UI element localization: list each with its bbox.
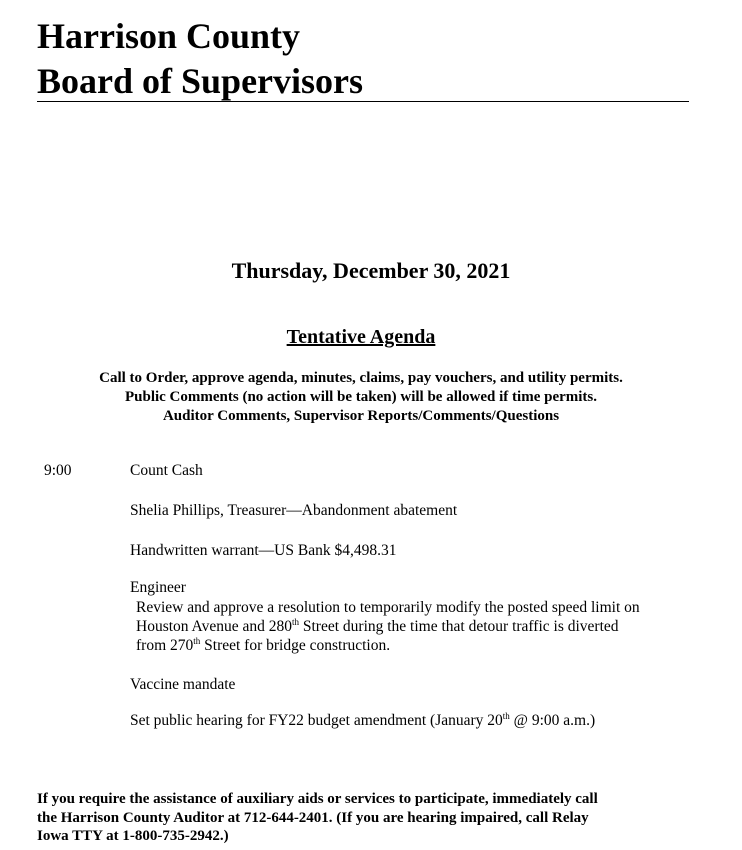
agenda-item-engineer: Engineer xyxy=(130,579,186,596)
engineer-detail xyxy=(136,598,640,655)
engineer-detail-line-1: Review and approve a resolution to temporarily modify the posted speed limit on xyxy=(136,599,640,616)
org-name-line-1: Harrison County xyxy=(37,16,301,56)
agenda-item-hearing: Set public hearing for FY22 budget amendment (January 20th @ 9:00 a.m.) xyxy=(130,710,596,729)
engineer-detail-line-2: Houston Avenue and 280th Street during the time that detour traffic is diverted xyxy=(136,616,619,635)
standing-item: Auditor Comments, Supervisor Reports/Comments/Questions xyxy=(162,408,560,424)
agenda-item-warrant: Handwritten warrant—US Bank $4,498.31 xyxy=(130,542,397,559)
agenda-item-vaccine: Vaccine mandate xyxy=(130,676,236,693)
standing-items xyxy=(0,369,722,426)
document-header xyxy=(37,14,689,104)
agenda-title: Tentative Agenda xyxy=(286,326,436,348)
standing-item: Call to Order, approve agenda, minutes, claims, pay vouchers, and utility permits. xyxy=(99,370,623,386)
notice-line: the Harrison County Auditor at 712-644-2401. (If you are hearing impaired, call Relay xyxy=(37,809,589,826)
notice-line: If you require the assistance of auxiliary aids or services to participate, immediately call xyxy=(37,791,598,807)
standing-item: Public Comments (no action will be taken) will be allowed if time permits. xyxy=(124,389,598,405)
header-divider xyxy=(37,101,689,102)
accessibility-notice xyxy=(37,790,717,846)
agenda-time: 9:00 xyxy=(44,462,72,479)
agenda-item-treasurer: Shelia Phillips, Treasurer—Abandonment abatement xyxy=(130,502,458,519)
meeting-date: Thursday, December 30, 2021 xyxy=(231,258,511,283)
org-name-line-2: Board of Supervisors xyxy=(37,61,364,101)
notice-line: Iowa TTY at 1-800-735-2942.) xyxy=(37,828,229,844)
engineer-detail-line-3: from 270th Street for bridge construction. xyxy=(136,635,391,654)
agenda-item-count-cash: Count Cash xyxy=(130,462,203,479)
